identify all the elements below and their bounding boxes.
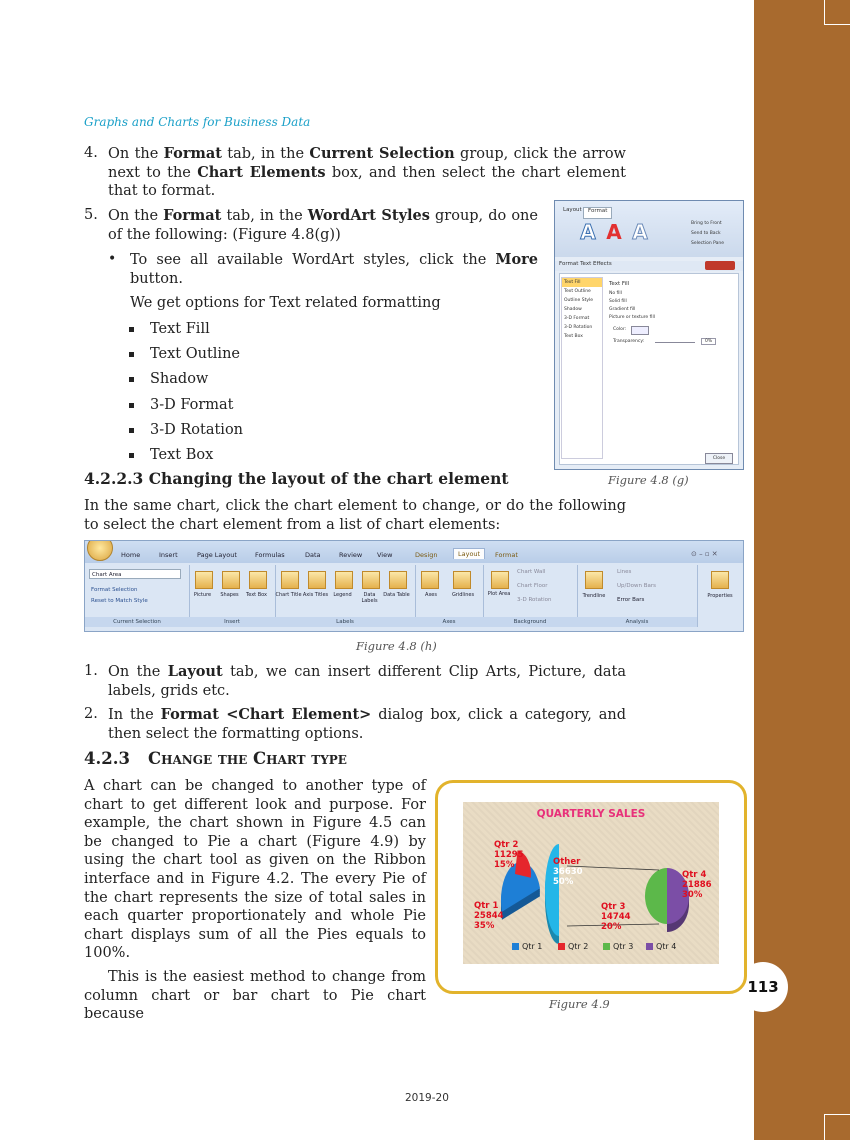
- crop-mark-top: [824, 0, 850, 25]
- ribbon-item-icon: [362, 571, 380, 589]
- ribbon-item-label: Text Box: [246, 592, 267, 598]
- wordart-style-icon: A: [606, 220, 622, 244]
- legend-swatch: [558, 943, 565, 950]
- ribbon-item-label: Data Labels: [361, 592, 378, 604]
- fill-option-gradient: Gradient fill: [609, 307, 636, 312]
- ribbon-item-label: Legend: [333, 592, 352, 598]
- year-footer: 2019-20: [405, 1092, 449, 1104]
- label-qtr1-value: 25844: [474, 911, 504, 921]
- category-item: 3-D Format: [564, 316, 590, 321]
- label-other-value: 36630: [553, 867, 583, 877]
- ribbon-item-label: Axis Titles: [302, 592, 329, 598]
- ribbon-tab: Design: [415, 551, 438, 559]
- running-head: Graphs and Charts for Business Data: [84, 115, 311, 129]
- group-current-selection: [85, 565, 190, 627]
- properties-label: Properties: [707, 593, 733, 599]
- option-item: Shadow: [150, 371, 209, 388]
- option-item: Text Fill: [150, 321, 210, 337]
- ribbon-item-icon: [195, 571, 213, 589]
- step-2-number: 2.: [84, 706, 98, 722]
- label-other-name: Other: [553, 857, 581, 867]
- legend-swatch: [512, 943, 519, 950]
- crop-mark-bottom: [824, 1114, 850, 1141]
- group-axes: [415, 565, 484, 627]
- wordart-style-icon: A: [580, 220, 596, 244]
- ribbon-item-icon: [281, 571, 299, 589]
- label-qtr1-percent: 35%: [474, 921, 495, 931]
- fill-option-no: No fill: [609, 291, 622, 296]
- legend-entry: [646, 942, 676, 951]
- category-item: Text Box: [564, 334, 583, 339]
- ribbon-item-icon: [222, 571, 240, 589]
- step-4-number: 4.: [84, 145, 98, 161]
- label-qtr3-name: Qtr 3: [601, 902, 626, 912]
- ribbon-item-icon: [453, 571, 471, 589]
- trendline-label: Trendline: [582, 593, 606, 599]
- wordart-style-icon: A: [632, 220, 648, 244]
- transparency-label: Transparency:: [613, 339, 645, 344]
- ribbon-item-icon: [335, 571, 353, 589]
- figure-caption-g: Figure 4.8 (g): [608, 473, 689, 487]
- group-label: Analysis: [577, 617, 697, 627]
- page-number: 113: [738, 962, 788, 1012]
- category-item: Text Outline: [564, 289, 591, 294]
- legend-swatch: [646, 943, 653, 950]
- ribbon-item-label: Axes: [425, 592, 437, 598]
- ribbon-tab: Home: [121, 551, 141, 559]
- 3d-rotation: 3-D Rotation: [517, 597, 552, 603]
- chart-wall: Chart Wall: [517, 569, 546, 575]
- step-2-text: In the Format <Chart Element> dialog box, click a category, and then select the formatting options.: [108, 706, 627, 742]
- group-properties: [697, 565, 743, 627]
- label-qtr3-percent: 20%: [601, 922, 622, 932]
- options-intro: We get options for Text related formatting: [130, 295, 441, 311]
- bring-to-front: Bring to Front: [691, 221, 722, 226]
- label-qtr1-name: Qtr 1: [474, 901, 499, 911]
- step-5-text: On the Format tab, in the WordArt Styles group, do one of the following: (Figure 4.8(g)): [108, 207, 538, 243]
- chart-floor: Chart Floor: [517, 583, 548, 589]
- legend-entry: [512, 942, 542, 951]
- group-label: Labels: [275, 617, 415, 627]
- fill-option-solid: Solid fill: [609, 299, 627, 304]
- ribbon-item-label: Picture: [193, 592, 212, 598]
- window-controls-icon: ⊙ – ▫ ✕: [691, 550, 718, 558]
- selection-pane: Selection Pane: [691, 241, 725, 246]
- bullet-text: To see all available WordArt styles, click the More button.: [130, 251, 538, 287]
- ribbon-item-label: Gridlines: [451, 592, 475, 598]
- reset-to-match-style: Reset to Match Style: [91, 598, 148, 604]
- fill-option-picture: Picture or texture fill: [609, 315, 655, 320]
- label-qtr4-value: 21886: [682, 880, 712, 890]
- transparency-value: 0%: [701, 338, 716, 345]
- dialog-title: Format Text Effects: [555, 261, 743, 271]
- ribbon-tab-bar: [85, 541, 743, 563]
- color-label: Color:: [613, 327, 627, 332]
- ribbon-item-icon: [389, 571, 407, 589]
- label-qtr4-name: Qtr 4: [682, 870, 707, 880]
- ribbon-tab: Review: [339, 551, 363, 559]
- option-item: 3-D Rotation: [150, 421, 244, 438]
- step-5-number: 5.: [84, 207, 98, 223]
- figure-caption-9: Figure 4.9: [549, 997, 610, 1011]
- category-item: Text Fill: [562, 278, 602, 287]
- group-insert: [189, 565, 276, 627]
- group-analysis: [577, 565, 698, 627]
- ribbon-tab: Page Layout: [197, 551, 237, 559]
- properties-icon: [711, 571, 729, 589]
- legend-label: Qtr 4: [656, 942, 677, 951]
- label-qtr2-value: 11295: [494, 850, 524, 860]
- tab-layout: Layout: [563, 207, 582, 213]
- step-4-text: On the Format tab, in the Current Selection group, click the arrow next to the Chart Elements box, and then select the chart element that to format.: [108, 145, 626, 199]
- tab-format: Format: [583, 207, 612, 219]
- label-qtr2-name: Qtr 2: [494, 840, 519, 850]
- legend-entry: [558, 942, 588, 951]
- step-1-number: 1.: [84, 663, 98, 679]
- plot-area-icon: [491, 571, 509, 589]
- legend-swatch: [603, 943, 610, 950]
- ribbon-tab: Formulas: [255, 551, 285, 559]
- label-qtr2-percent: 15%: [494, 860, 515, 870]
- legend-label: Qtr 3: [613, 942, 634, 951]
- ribbon-tab: Data: [305, 551, 321, 559]
- pie-chart-svg: [463, 802, 719, 964]
- label-qtr4-percent: 30%: [682, 890, 703, 900]
- group-background: [483, 565, 578, 627]
- transparency-slider: [655, 342, 695, 343]
- ribbon-tab: View: [377, 551, 393, 559]
- ribbon-item-icon: [308, 571, 326, 589]
- label-qtr3-value: 14744: [601, 912, 631, 922]
- format-selection: Format Selection: [91, 587, 138, 593]
- format-text-effects-screenshot: [554, 200, 744, 470]
- section-title-423: Change the Chart type: [148, 749, 347, 768]
- category-item: 3-D Rotation: [564, 325, 593, 330]
- section-number-423: 4.2.3: [84, 749, 130, 768]
- legend-entry: [603, 942, 633, 951]
- ribbon-item-icon: [421, 571, 439, 589]
- ribbon-item-label: Chart Title: [275, 592, 302, 598]
- option-item: Text Outline: [150, 346, 240, 363]
- figure-caption-h: Figure 4.8 (h): [356, 639, 437, 653]
- chart-title: QUARTERLY SALES: [536, 808, 646, 820]
- group-label: Background: [483, 617, 577, 627]
- square-bullet: [129, 403, 134, 408]
- bullet-dot: •: [108, 251, 117, 267]
- ribbon-item-label: Shapes: [220, 592, 239, 598]
- ribbon-tab: Format: [495, 551, 518, 559]
- plot-area-label: Plot Area: [487, 591, 511, 597]
- category-item: Outline Style: [564, 298, 594, 303]
- option-item: Text Box: [150, 447, 214, 463]
- ribbon-tab: Layout: [453, 548, 485, 559]
- send-to-back: Send to Back: [691, 231, 721, 236]
- ribbon-tab: Insert: [159, 551, 178, 559]
- category-list: [561, 277, 603, 459]
- legend-label: Qtr 1: [522, 942, 543, 951]
- option-item: 3-D Format: [150, 396, 234, 413]
- lines: Lines: [617, 569, 632, 575]
- layout-ribbon-screenshot: [84, 540, 744, 632]
- trendline-icon: [585, 571, 603, 589]
- up-down-bars: Up/Down Bars: [617, 583, 656, 589]
- square-bullet: [129, 453, 134, 458]
- chart-area-dropdown: Chart Area: [89, 569, 181, 579]
- legend-label: Qtr 2: [568, 942, 589, 951]
- category-item: Shadow: [564, 307, 582, 312]
- step-1-text: On the Layout tab, we can insert different Clip Arts, Picture, data labels, grids etc.: [108, 663, 626, 699]
- group-label: Insert: [189, 617, 275, 627]
- label-other-percent: 50%: [553, 877, 574, 887]
- square-bullet: [129, 327, 134, 332]
- group-label: Current Selection: [85, 617, 189, 627]
- ribbon-item-icon: [249, 571, 267, 589]
- paragraph-easiest-method: This is the easiest method to change from column chart or bar chart to Pie chart because: [84, 969, 426, 1023]
- square-bullet: [129, 352, 134, 357]
- close-button: Close: [705, 453, 733, 464]
- color-picker-icon: [631, 326, 649, 335]
- group-labels: [275, 565, 416, 627]
- pane-title: Text Fill: [609, 281, 630, 287]
- group-label: Axes: [415, 617, 483, 627]
- close-icon: [705, 261, 735, 270]
- paragraph-chart-type: A chart can be changed to another type of chart to get different look and purpose. For example, the chart shown in Figure 4.5 can be changed to Pie a chart (Figure 4.9) by using the chart tool as given on the Ribbon interface and in Figure 4.2. The every Pie of the chart represents the size of total sales in each quarter proportionately and whole Pie chart displays sum of all the Pies equals to 100%.: [84, 778, 426, 962]
- paragraph-layout: In the same chart, click the chart element to change, or do the following to select the chart element from a list of chart elements:: [84, 498, 626, 533]
- section-heading-4223: 4.2.2.3 Changing the layout of the chart element: [84, 469, 509, 488]
- pie-slice-qtr3: [645, 868, 667, 924]
- ribbon-item-label: Data Table: [383, 592, 410, 598]
- square-bullet: [129, 377, 134, 382]
- error-bars: Error Bars: [617, 597, 645, 603]
- square-bullet: [129, 428, 134, 433]
